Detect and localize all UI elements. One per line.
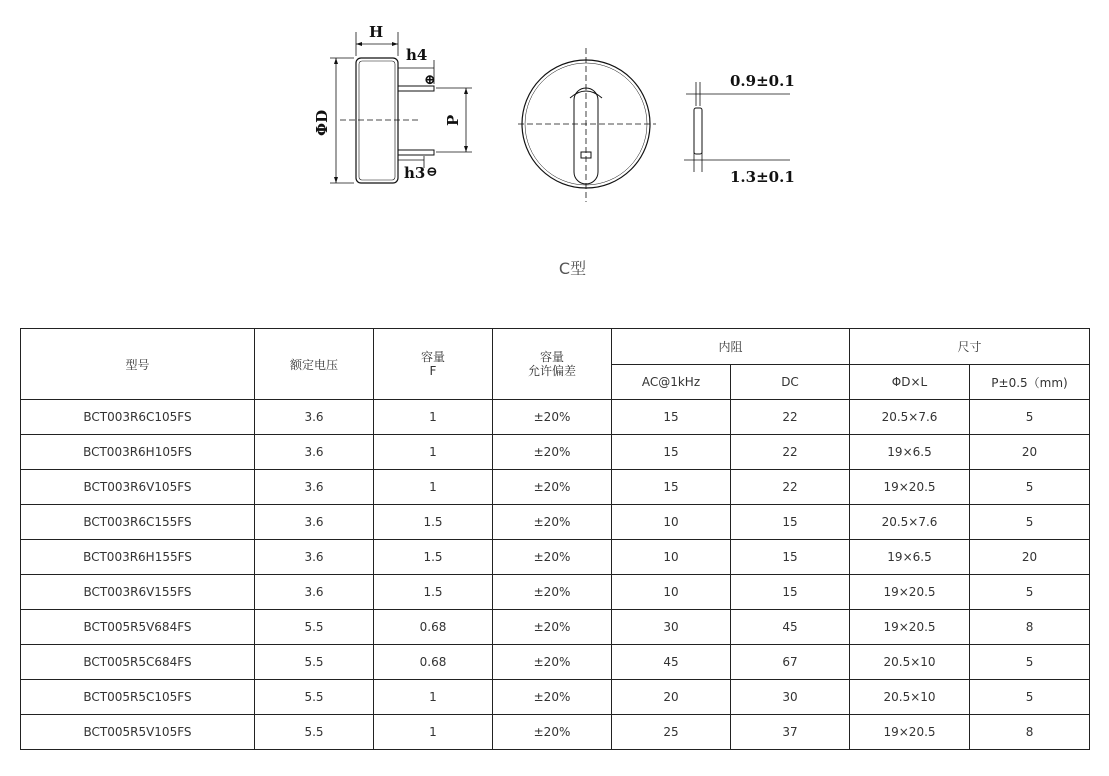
cell-tolerance: ±20% [493,540,612,575]
cell-tolerance: ±20% [493,575,612,610]
minus-symbol: ⊖ [426,164,438,180]
cell-voltage: 5.5 [255,680,374,715]
cell-tolerance: ±20% [493,680,612,715]
phi-d-label: ΦD [313,109,331,136]
cell-capacity: 1 [374,470,493,505]
cell-capacity: 0.68 [374,610,493,645]
cell-voltage: 5.5 [255,645,374,680]
cell-size: 19×6.5 [850,435,970,470]
cell-voltage: 5.5 [255,610,374,645]
cell-voltage: 5.5 [255,715,374,750]
cell-voltage: 3.6 [255,435,374,470]
cell-size: 19×20.5 [850,610,970,645]
table-row [21,400,1090,435]
cell-dc: 30 [731,680,850,715]
table-row [21,435,1090,470]
cell-pitch: 5 [970,575,1090,610]
cell-ac: 20 [612,680,731,715]
cell-ac: 25 [612,715,731,750]
cell-capacity: 1 [374,680,493,715]
figure-caption: C型 [558,259,587,278]
cell-dc: 45 [731,610,850,645]
h4-label: h4 [406,46,428,64]
cell-dc: 22 [731,435,850,470]
cell-pitch: 5 [970,470,1090,505]
cell-tolerance: ±20% [493,645,612,680]
cell-dc: 15 [731,575,850,610]
cell-model: BCT003R6V155FS [21,575,255,610]
cell-pitch: 5 [970,645,1090,680]
cell-model: BCT005R5V684FS [21,610,255,645]
table-row [21,505,1090,540]
spec-table [20,328,1090,750]
cell-ac: 10 [612,505,731,540]
technical-drawing [300,12,820,212]
header-capacity [374,329,493,400]
cell-pitch: 8 [970,715,1090,750]
cell-size: 20.5×7.6 [850,505,970,540]
cell-size: 19×6.5 [850,540,970,575]
cell-voltage: 3.6 [255,505,374,540]
cell-voltage: 3.6 [255,575,374,610]
cell-tolerance: ±20% [493,435,612,470]
header-dc: DC [731,365,850,400]
table-row [21,715,1090,750]
cell-tolerance: ±20% [493,400,612,435]
table-row [21,680,1090,715]
header-ac: AC@1kHz [612,365,731,400]
header-dxl: ΦD×L [850,365,970,400]
cell-model: BCT003R6C155FS [21,505,255,540]
cell-ac: 10 [612,575,731,610]
cell-dc: 37 [731,715,850,750]
front-view [518,48,656,202]
plus-symbol: ⊕ [424,72,436,88]
cell-model: BCT003R6H105FS [21,435,255,470]
cell-pitch: 5 [970,505,1090,540]
cell-pitch: 5 [970,400,1090,435]
cell-pitch: 20 [970,540,1090,575]
cell-dc: 22 [731,400,850,435]
cell-capacity: 1 [374,400,493,435]
lead-detail [684,82,790,172]
cell-ac: 10 [612,540,731,575]
cell-ac: 15 [612,400,731,435]
cell-model: BCT003R6H155FS [21,540,255,575]
cell-capacity: 0.68 [374,645,493,680]
header-capacity-line1: 容量 [420,350,445,364]
header-tolerance-line2: 允许偏差 [527,364,576,378]
cell-ac: 15 [612,435,731,470]
cell-pitch: 20 [970,435,1090,470]
cell-model: BCT005R5C105FS [21,680,255,715]
table-row [21,610,1090,645]
cell-voltage: 3.6 [255,540,374,575]
h3-label: h3 [404,164,426,182]
cell-dc: 15 [731,505,850,540]
cell-capacity: 1 [374,435,493,470]
cell-ac: 15 [612,470,731,505]
cell-size: 20.5×10 [850,680,970,715]
cell-tolerance: ±20% [493,505,612,540]
cell-capacity: 1.5 [374,505,493,540]
cell-pitch: 5 [970,680,1090,715]
cell-model: BCT003R6C105FS [21,400,255,435]
cell-ac: 30 [612,610,731,645]
table-row [21,645,1090,680]
cell-dc: 22 [731,470,850,505]
h-label: H [369,23,384,41]
cell-dc: 15 [731,540,850,575]
cell-capacity: 1 [374,715,493,750]
header-size: 尺寸 [850,329,1090,365]
cell-model: BCT005R5C684FS [21,645,255,680]
header-tolerance-line1: 容量 [539,350,564,364]
cell-capacity: 1.5 [374,540,493,575]
side-view [330,32,472,183]
lead-width-bottom-label: 1.3±0.1 [730,168,795,186]
cell-ac: 45 [612,645,731,680]
header-model: 型号 [21,329,255,400]
cell-size: 20.5×10 [850,645,970,680]
cell-model: BCT005R5V105FS [21,715,255,750]
cell-dc: 67 [731,645,850,680]
p-label: P [444,114,462,126]
cell-voltage: 3.6 [255,470,374,505]
header-pitch: P±0.5（mm) [970,365,1090,400]
cell-tolerance: ±20% [493,610,612,645]
cell-tolerance: ±20% [493,715,612,750]
cell-tolerance: ±20% [493,470,612,505]
cell-voltage: 3.6 [255,400,374,435]
cell-size: 20.5×7.6 [850,400,970,435]
table-row [21,470,1090,505]
cell-size: 19×20.5 [850,715,970,750]
header-resistance: 内阻 [612,329,850,365]
table-row [21,540,1090,575]
cell-capacity: 1.5 [374,575,493,610]
cell-size: 19×20.5 [850,575,970,610]
cell-model: BCT003R6V105FS [21,470,255,505]
header-tolerance [493,329,612,400]
table-row [21,575,1090,610]
cell-size: 19×20.5 [850,470,970,505]
cell-pitch: 8 [970,610,1090,645]
header-voltage: 额定电压 [255,329,374,400]
header-capacity-line2: F [429,364,437,378]
lead-width-top-label: 0.9±0.1 [730,72,795,90]
